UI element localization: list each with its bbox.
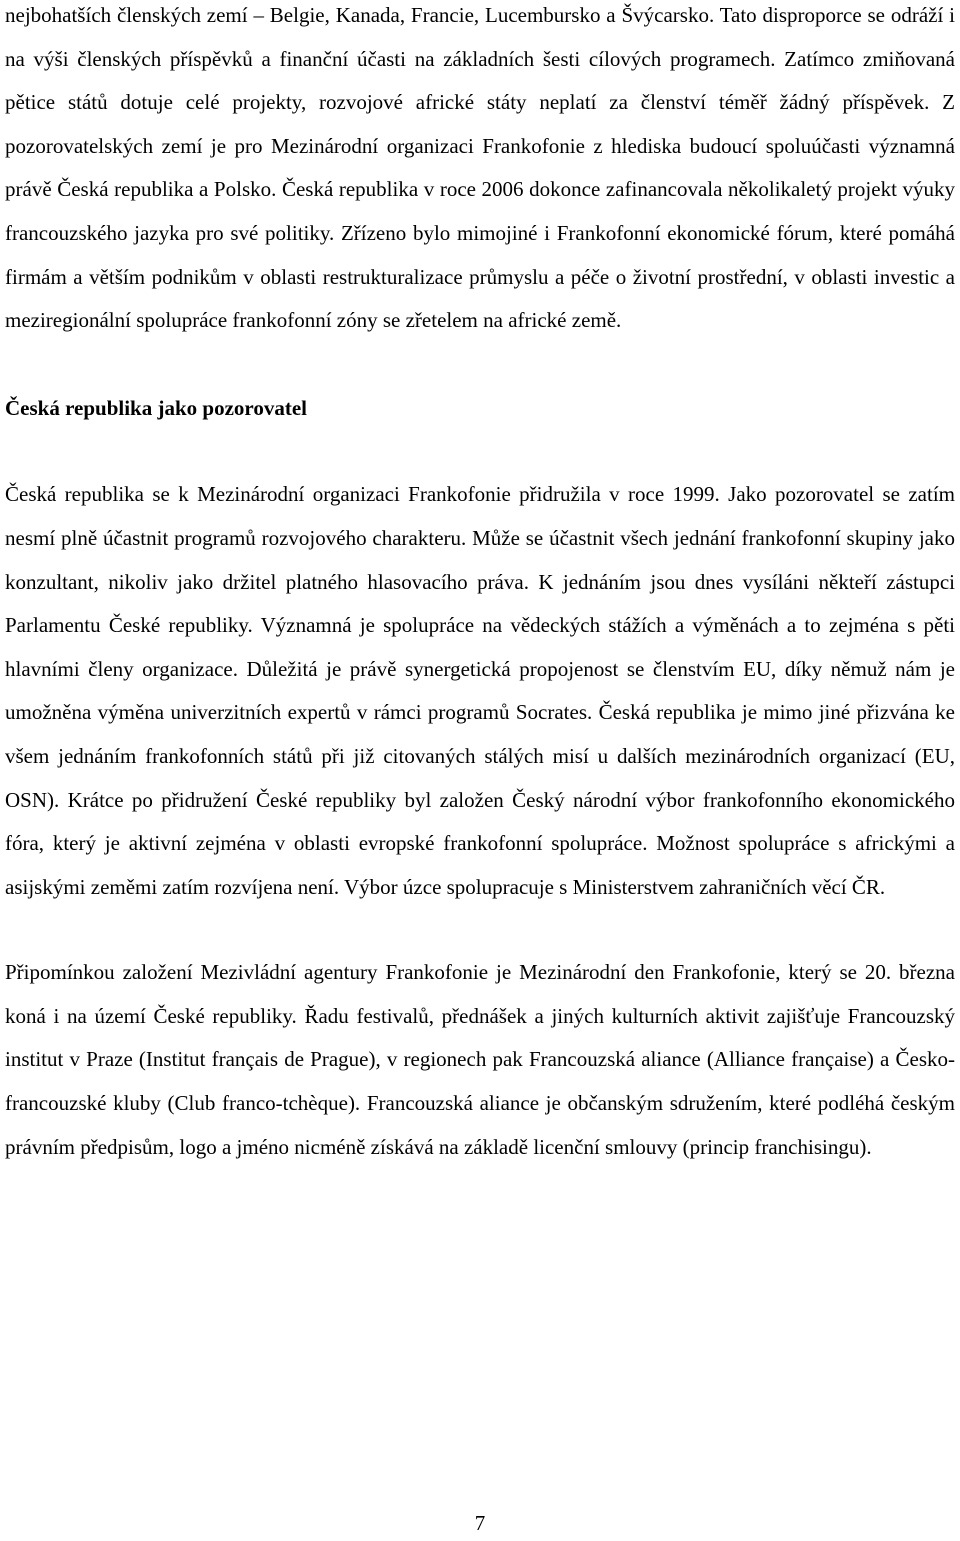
document-page <box>5 0 955 1169</box>
page-number: 7 <box>474 1511 486 1535</box>
paragraph-frankophonie-members: nejbohatších členských zemí – Belgie, Kanada, Francie, Lucembursko a Švýcarsko. Tato disproporce se odráží i na výši členských příspěvků a finanční účasti na základních šesti cílových programech. Zatímco zmiňovaná pětice států dotuje celé projekty, rozvojové africké státy neplatí za členství téměř žádný příspěvek. Z pozorovatelských zemí je pro Mezinárodní organizaci Frankofonie z hlediska budoucí spoluúčasti významná právě Česká republika a Polsko. Česká republika v roce 2006 dokonce zafinancovala několikaletý projekt výuky francouzského jazyka pro své politiky. Zřízeno bylo mimojiné i Frankofonní ekonomické fórum, které pomáhá firmám a větším podnikům v oblasti restrukturalizace průmyslu a péče o životní prostřední, v oblasti investic a meziregionální spolupráce frankofonní zóny se zřetelem na africké země. <box>5 3 955 333</box>
paragraph-czech-observer: Česká republika se k Mezinárodní organizaci Frankofonie přidružila v roce 1999. Jako pozorovatel se zatím nesmí plně účastnit programů rozvojového charakteru. Může se účastnit všech jednání frankofonní skupiny jako konzultant, nikoliv jako držitel platného hlasovacího práva. K jednáním jsou dnes vysíláni někteří zástupci Parlamentu České republiky. Významná je spolupráce na vědeckých stážích a výměnách a to zejména s pěti hlavními členy organizace. Důležitá je právě synergetická propojenost se členstvím EU, díky němuž nám je umožněna výměna univerzitních expertů v rámci programů Socrates. Česká republika je mimo jiné přizvána ke všem jednáním frankofonních států při již citovaných stálých misí u dalších mezinárodních organizací (EU, OSN). Krátce po přidružení České republiky byl založen Český národní výbor frankofonního ekonomického fóra, který je aktivní zejména v oblasti evropské frankofonní spolupráce. Možnost spolupráce s africkými a asijskými zeměmi zatím rozvíjena není. Výbor úzce spolupracuje s Ministerstvem zahraničních věcí ČR. <box>5 482 955 899</box>
paragraph-francophonie-day: Připomínkou založení Mezivládní agentury Frankofonie je Mezinárodní den Frankofonie, který se 20. března koná i na území České republiky. Řadu festivalů, přednášek a jiných kulturních aktivit zajišťuje Francouzský institut v Praze (Institut français de Prague), v regionech pak Francouzská aliance (Alliance française) a Česko-francouzské kluby (Club franco-tchèque). Francouzská aliance je občanským sdružením, které podléhá českým právním předpisům, logo a jméno nicméně získává na základě licenční smlouvy (princip franchisingu). <box>5 960 955 1159</box>
section-heading: Česká republika jako pozorovatel <box>5 395 307 420</box>
